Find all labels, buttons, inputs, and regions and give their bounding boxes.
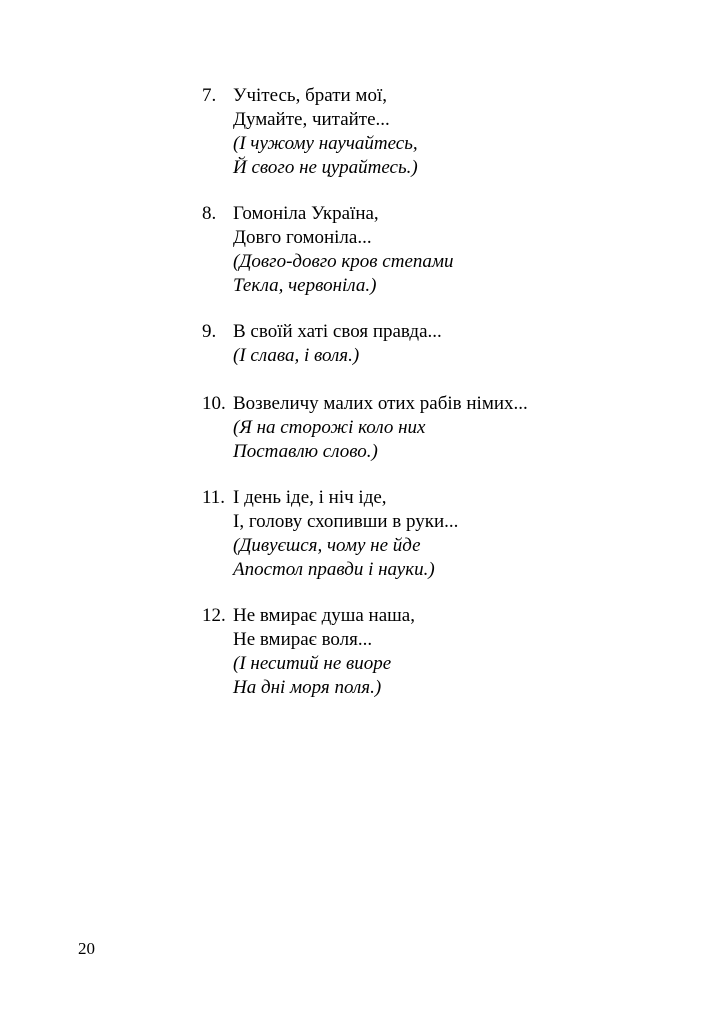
verse-line: Довго гомоніла... [233, 227, 372, 248]
verse-line: Гомоніла Україна, [233, 203, 379, 224]
verse-line-italic: Апостол правди і науки.) [233, 559, 435, 580]
verse-line-italic: Текла, червоніла.) [233, 275, 377, 296]
entry-12 [202, 604, 682, 700]
verse-line: Не вмирає душа наша, [233, 605, 415, 626]
verse-line: Возвеличу малих отих рабів німих... [233, 393, 528, 414]
verse-line: Не вмирає воля... [233, 629, 373, 650]
entry-number: 7. [202, 85, 217, 106]
entry-7 [202, 84, 682, 180]
verse-line: І, голову схопивши в руки... [233, 511, 459, 532]
verse-line-italic: (І слава, і воля.) [233, 345, 360, 366]
verse-line-italic: (І чужому научайтесь, [233, 133, 418, 154]
verse-line: Учітесь, брати мої, [233, 85, 387, 106]
verse-line-italic: (І неситий не виоре [233, 653, 392, 674]
entry-number: 8. [202, 203, 217, 224]
verse-line: І день іде, і ніч іде, [233, 487, 387, 508]
entry-8 [202, 202, 682, 298]
verse-line-italic: Поставлю слово.) [233, 441, 378, 462]
verse-line-italic: Й свого не цурайтесь.) [233, 157, 418, 178]
entry-number: 11. [202, 487, 226, 508]
verse-line-italic: (Дивуєшся, чому не йде [233, 535, 421, 556]
verse-line: Думайте, читайте... [233, 109, 390, 130]
verse-line-italic: (Я на сторожі коло них [233, 417, 426, 438]
entry-10 [202, 392, 682, 464]
verse-line: В своїй хаті своя правда... [233, 321, 442, 342]
entry-number: 10. [202, 393, 226, 414]
entry-9 [202, 320, 682, 368]
page-number: 20 [78, 939, 95, 958]
entry-number: 12. [202, 605, 226, 626]
verse-line-italic: (Довго-довго кров степами [233, 251, 454, 272]
verse-line-italic: На дні моря поля.) [233, 677, 382, 698]
entry-number: 9. [202, 321, 217, 342]
entry-11 [202, 486, 682, 582]
